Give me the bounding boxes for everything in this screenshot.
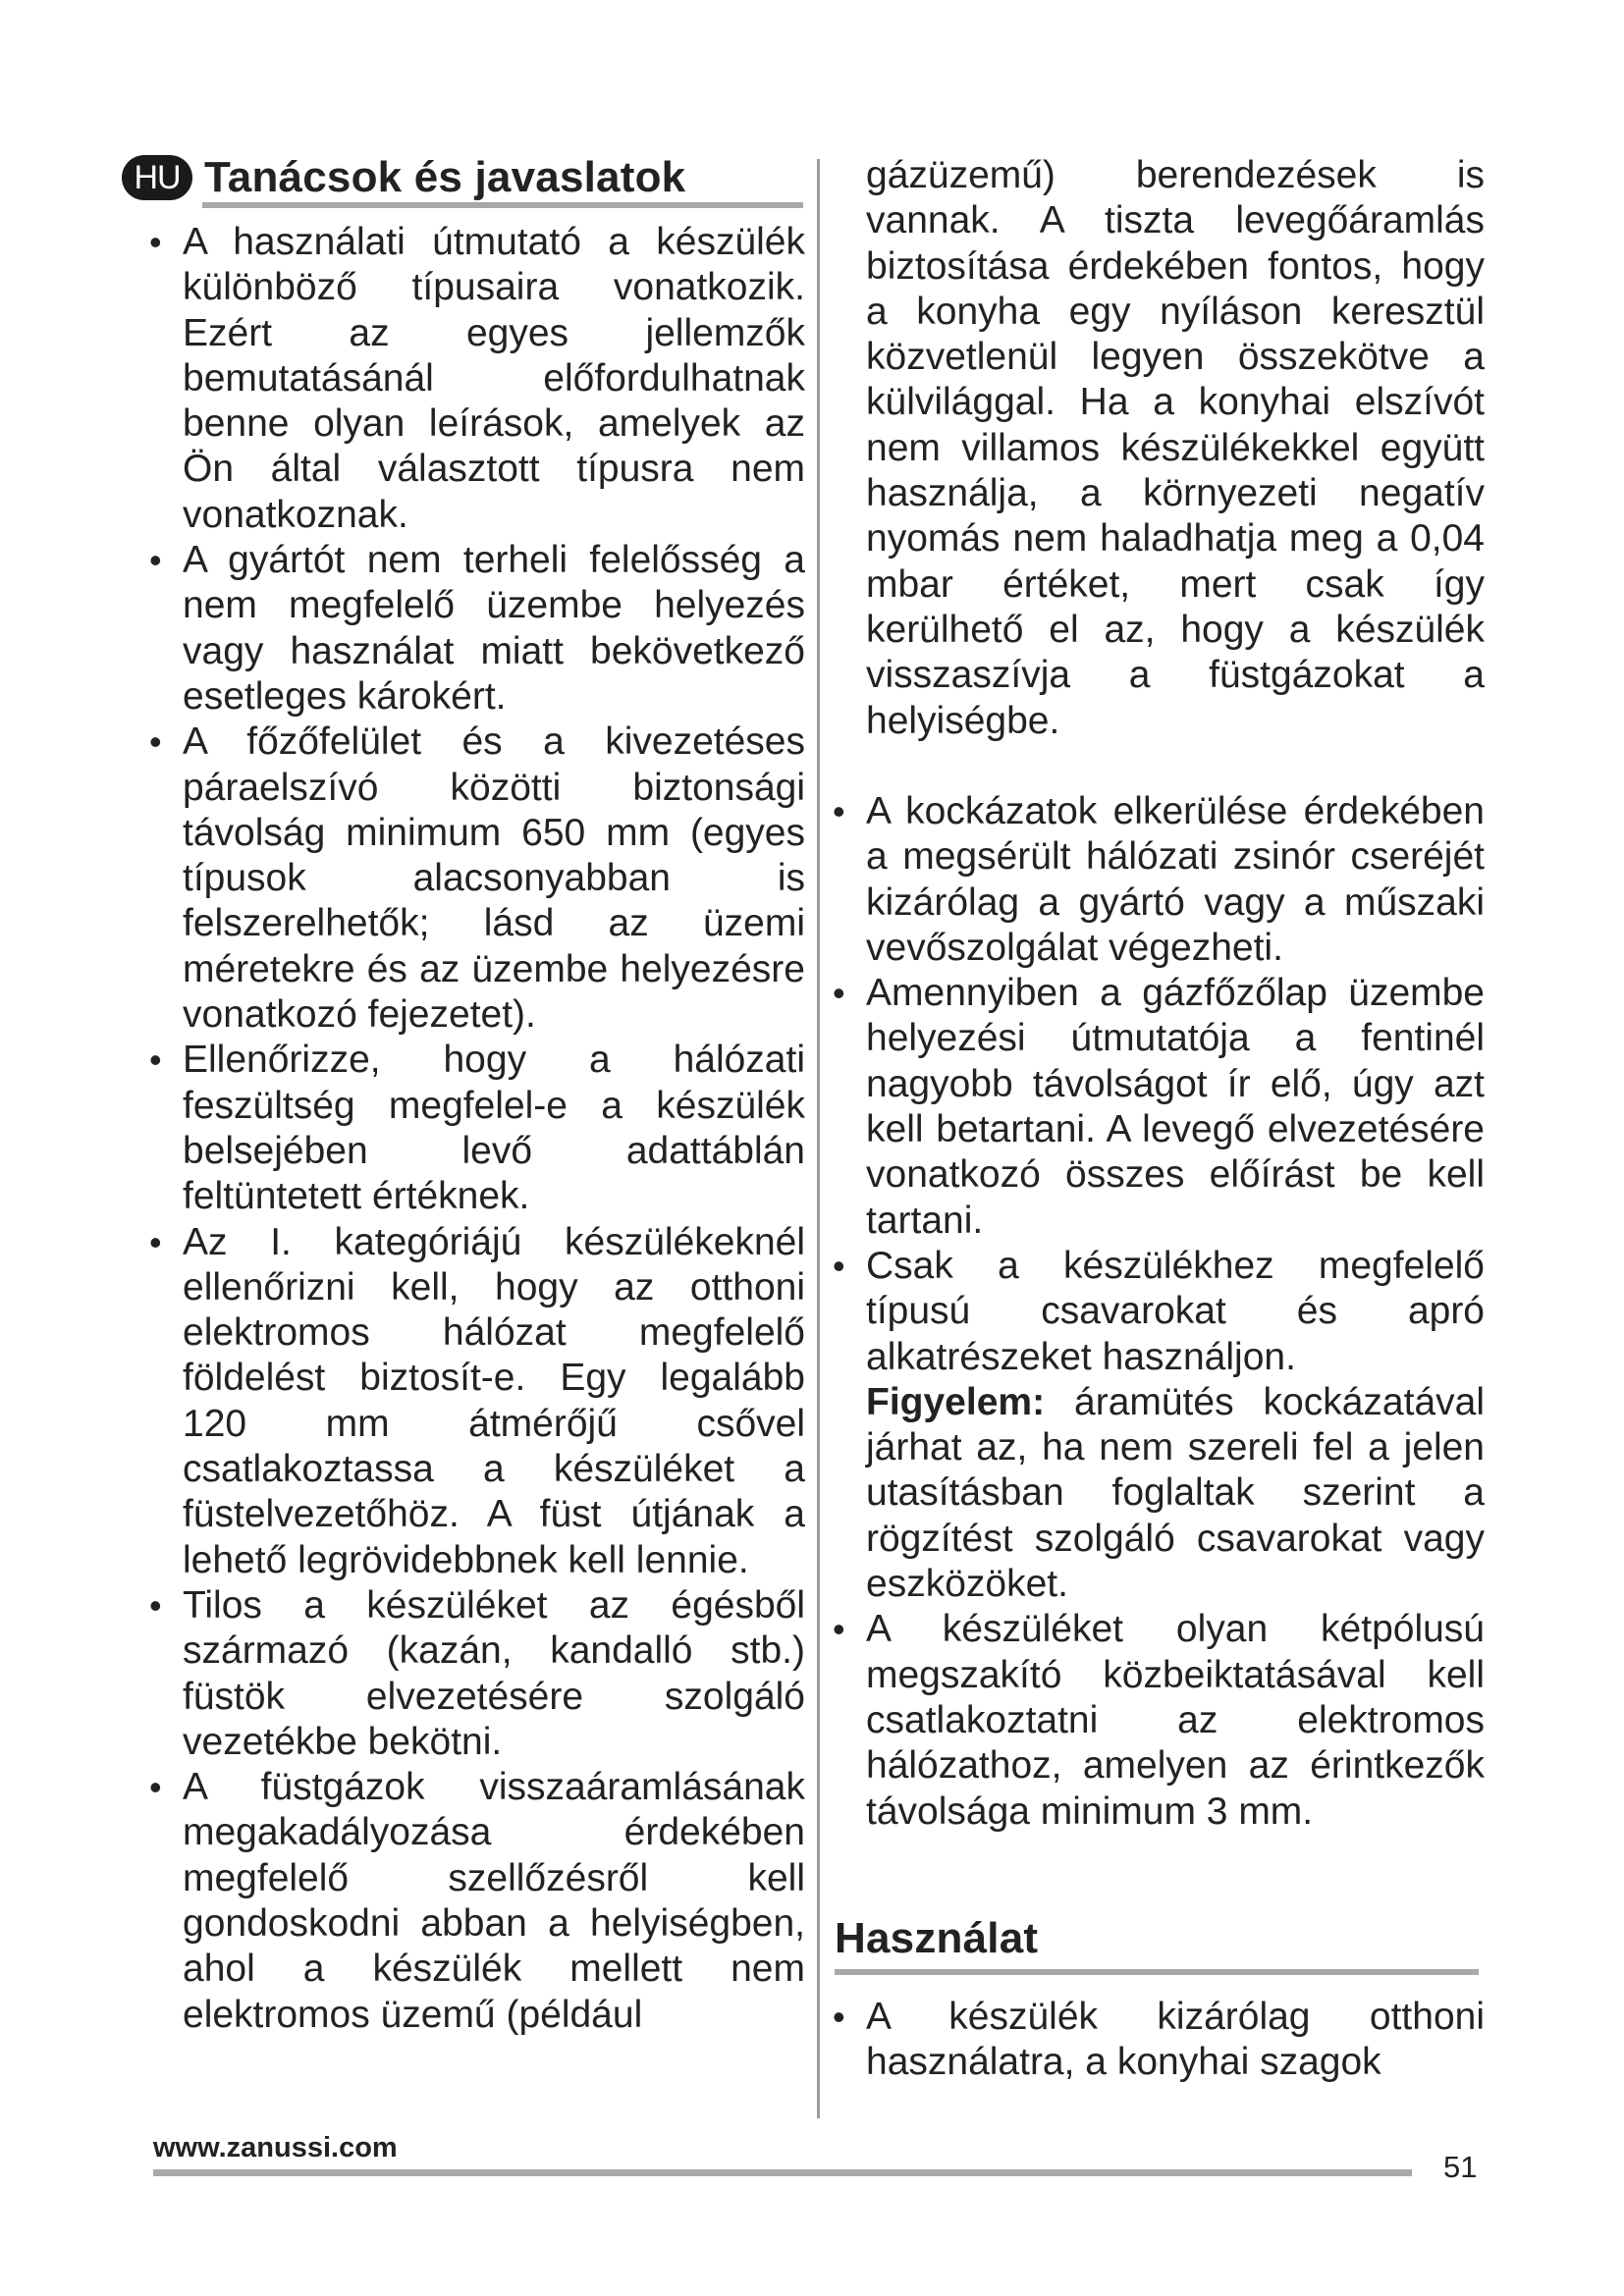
list-item: • A füstgázok visszaáramlásának megakadályozása érdekében megfelelő szellőzésről kell gondoskodni abban a helyiségben, ahol a készülék mellett nem elektromos üzemű (például: [149, 1765, 805, 2038]
list-item: • A készüléket olyan kétpólusú megszakító közbeiktatásával kell csatlakoztatni az elektromos hálózathoz, amelyen az érintkezők távolsága minimum 3 mm.: [833, 1607, 1485, 1834]
section-header-tips: [122, 153, 799, 202]
list-item: • A használati útmutató a készülék különböző típusaira vonatkozik. Ezért az egyes jellemzők bemutatásánál előfordulhatnak benne olyan leírások, amelyek az Ön által választott típusra nem vonatkoznak.: [149, 220, 805, 538]
section-title-rule: [202, 202, 803, 208]
section-title-rule: [835, 1969, 1479, 1975]
list-item: • Amennyiben a gázfőzőlap üzembe helyezési útmutatója a fentinél nagyobb távolságot ír elő, úgy azt kell betartani. A levegő elvezetésére vonatkozó összes előírást be kell tartani.: [833, 971, 1485, 1244]
list-item: • A készülék kizárólag otthoni használatra, a konyhai szagok: [833, 1995, 1485, 2086]
list-item: • A gyártót nem terheli felelősség a nem megfelelő üzembe helyezés vagy használat miatt bekövetkező esetleges károkért.: [149, 538, 805, 720]
usage-list: [833, 1995, 1485, 2086]
list-item: • A kockázatok elkerülése érdekében a megsérült hálózati zsinór cseréjét kizárólag a gyártó vagy a műszaki vevőszolgálat végezheti.: [833, 789, 1485, 971]
section-title-usage: Használat: [835, 1914, 1039, 1962]
list-item: • Az I. kategóriájú készülékeknél ellenőrizni kell, hogy az otthoni elektromos hálózat megfelelő földelést biztosít-e. Egy legalább 120 mm átmérőjű csővel csatlakoztassa a készüléket a füstelvezetőhöz. A füst útjának a lehető legrövidebbnek kell lennie.: [149, 1220, 805, 1583]
page-number: 51: [1443, 2150, 1478, 2184]
list-item: • A főzőfelület és a kivezetéses páraelszívó közötti biztonsági távolság minimum 650 mm (egyes típusok alacsonyabban is felszerelhetők; lásd az üzemi méretekre és az üzembe helyezésre vonatkozó fejezetet).: [149, 720, 805, 1038]
tips-list-left: [149, 220, 805, 2038]
list-item: • Csak a készülékhez megfelelő típusú csavarokat és apró alkatrészeket használjon.: [833, 1244, 1485, 1380]
column-divider: [817, 159, 820, 2118]
warning-label: Figyelem:: [866, 1380, 1046, 1423]
list-item: • Tilos a készüléket az égésből származó (kazán, kandalló stb.) füstök elvezetésére szolgáló vezetékbe bekötni.: [149, 1583, 805, 1765]
continued-paragraph: gázüzemű) berendezések is vannak. A tiszta levegőáramlás biztosítása érdekében fontos, hogy a konyha egy nyíláson keresztül közvetlenül legyen összekötve a külvilággal. Ha a konyhai elszívót nem villamos készülékekkel együtt használja, a környezeti negatív nyomás nem haladhatja meg a 0,04 mbar értéket, mert csak így kerülhető el az, hogy a készülék visszaszívja a füstgázokat a helyiségbe.: [866, 154, 1485, 742]
footer-url: www.zanussi.com: [153, 2132, 398, 2163]
section-header-usage: [835, 1914, 1483, 1963]
warning-paragraph: [833, 1380, 1485, 1607]
language-badge: HU: [122, 155, 192, 200]
warning-text: áramütés kockázatával járhat az, ha nem szereli fel a jelen utasításban foglaltak szerint a rögzítést szolgáló csavarokat vagy eszközöket.: [866, 1380, 1485, 1606]
footer-rule: [153, 2169, 1412, 2176]
list-item: • Ellenőrizze, hogy a hálózati feszültség megfelel-e a készülék belsejében levő adattáblán feltüntetett értéknek.: [149, 1038, 805, 1219]
tips-list-right: [833, 789, 1485, 1835]
section-title-tips: Tanácsok és javaslatok: [204, 153, 686, 201]
